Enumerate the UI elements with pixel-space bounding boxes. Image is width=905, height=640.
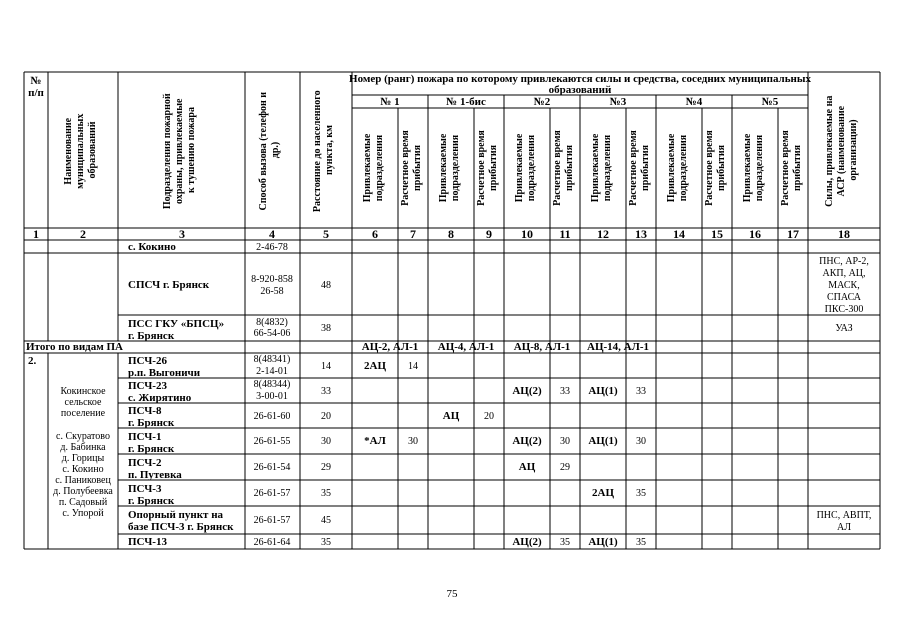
column-number-6: 6 (372, 227, 378, 241)
page-number: 75 (446, 588, 458, 600)
psch1-rank3-units: АЦ(1) (588, 435, 618, 447)
sub-header-line-2: подразделения (450, 134, 461, 202)
psch1-rank2-time: 30 (560, 436, 570, 447)
psch23-unit-2: с. Жирятино (128, 392, 192, 404)
column-number-7: 7 (410, 227, 416, 241)
spsch-asr-1: ПНС, АР-2, (819, 256, 869, 267)
col5-header-line2: пункта, км (324, 125, 335, 175)
psch8-unit-2: г. Брянск (128, 417, 175, 429)
sub-header-line-1: Привлекаемые (590, 133, 601, 203)
col18-header-line2: АСР (наименование (836, 105, 847, 197)
col4-header-line1: Способ вызова (телефон и (258, 91, 269, 211)
psch2-rank2-time: 29 (560, 462, 570, 473)
sub-header-line-1: Расчетное время (552, 130, 563, 206)
column-number-3: 3 (179, 227, 185, 241)
psch1-unit-1: ПСЧ-1 (128, 431, 162, 443)
rank-1bis-label: № 1-бис (446, 96, 486, 108)
psch26-phone-1: 8(48341) (253, 354, 291, 365)
psch2-phone: 26-61-54 (253, 462, 291, 473)
sub-header-line-1: Привлекаемые (514, 133, 525, 203)
pss-asr: УАЗ (835, 323, 853, 334)
sub-header-units-5 (742, 133, 765, 202)
psch3-unit-1: ПСЧ-3 (128, 483, 162, 495)
pss-unit-2: г. Брянск (128, 330, 175, 342)
sub-header-line-2: прибытия (716, 145, 727, 191)
psch23-rank3-time: 33 (636, 386, 646, 397)
psch13-rank2-time: 35 (560, 537, 570, 548)
column-number-2: 2 (80, 227, 86, 241)
sub-header-line-1: Привлекаемые (438, 133, 449, 203)
psch26-rank1-units: 2АЦ (364, 360, 386, 372)
column-number-17: 17 (787, 227, 799, 241)
block2-name-line-2: сельское (64, 397, 102, 408)
psch1-rank1-time: 30 (408, 436, 418, 447)
column-number-13: 13 (635, 227, 647, 241)
psch2-unit-2: п. Путевка (128, 469, 182, 481)
svg-text:Расстояние до населенного (312, 88, 335, 212)
col2-header-line1: Наименование (63, 117, 74, 185)
sub-header-line-1: Расчетное время (476, 130, 487, 206)
col4-header-line2: др.) (270, 141, 281, 159)
psch13-distance: 35 (321, 537, 331, 548)
total-rank1bis: АЦ-4, АЛ-1 (437, 341, 495, 353)
sub-header-line-1: Расчетное время (628, 130, 639, 206)
spsch-asr-2: АКП, АЦ, (822, 268, 866, 279)
psch26-distance: 14 (321, 361, 331, 372)
block2-name-line-11: п. Садовый (58, 497, 108, 508)
psch23-rank2-time: 33 (560, 386, 570, 397)
sub-header-line-2: подразделения (526, 134, 537, 202)
column-number-16: 16 (749, 227, 761, 241)
kokino-unit: с. Кокино (128, 241, 176, 253)
psch3-rank3-units: 2АЦ (592, 487, 614, 499)
block2-name-line-8: с. Кокино (62, 464, 104, 475)
column-number-8: 8 (448, 227, 454, 241)
op-asr-2: АЛ (836, 522, 852, 533)
block2-name-line-6: д. Бабинка (60, 442, 106, 453)
psch3-rank3-time: 35 (636, 488, 646, 499)
sub-header-time-3 (628, 130, 651, 206)
spsch-unit: СПСЧ г. Брянск (128, 279, 210, 291)
op-phone: 26-61-57 (253, 515, 291, 526)
col2-header-line3: образований (87, 121, 98, 179)
col1-header-line2: п/п (28, 87, 44, 99)
block2-name-line-3: поселение (60, 408, 106, 419)
sub-header-line-1: Привлекаемые (666, 133, 677, 203)
column-number-1: 1 (33, 227, 39, 241)
psch23-distance: 33 (321, 386, 331, 397)
col3-header-line1: Подразделения пожарной (162, 93, 173, 210)
rank-5-label: №5 (761, 96, 779, 108)
pss-phone-2: 66-54-06 (253, 328, 291, 339)
psch1-rank1-units: *АЛ (364, 435, 386, 447)
pss-distance: 38 (321, 323, 331, 334)
psch23-unit-1: ПСЧ-23 (128, 380, 167, 392)
group-title-line2: образований (548, 84, 612, 96)
sub-header-line-2: прибытия (412, 145, 423, 191)
psch13-phone: 26-61-64 (253, 537, 291, 548)
total-rank3: АЦ-14, АЛ-1 (587, 341, 649, 353)
psch13-rank3-time: 35 (636, 537, 646, 548)
group-title-line1: Номер (ранг) пожара по которому привлекаются силы и средства, соседних муниципальных (349, 73, 811, 85)
pss-phone-1: 8(4832) (256, 317, 288, 328)
column-number-10: 10 (521, 227, 533, 241)
psch23-phone-2: 3-00-01 (256, 391, 288, 402)
psch13-unit: ПСЧ-13 (128, 536, 167, 548)
kokino-phone: 2-46-78 (256, 242, 288, 253)
table-body (26, 241, 871, 548)
sub-header-line-2: подразделения (602, 134, 613, 202)
psch2-unit-1: ПСЧ-2 (128, 457, 162, 469)
psch3-unit-2: г. Брянск (128, 495, 175, 507)
sub-header-units-3 (590, 133, 613, 202)
psch23-rank2-units: АЦ(2) (512, 385, 542, 397)
column-number-15: 15 (711, 227, 723, 241)
rank-4-label: №4 (685, 96, 703, 108)
sub-header-time-0 (400, 130, 423, 206)
table-header (28, 73, 859, 241)
psch23-rank3-units: АЦ(1) (588, 385, 618, 397)
sub-header-units-1 (438, 133, 461, 202)
psch1-distance: 30 (321, 436, 331, 447)
spsch-asr-3: МАСК, (828, 280, 860, 291)
rank-2-label: №2 (533, 96, 551, 108)
psch26-phone-2: 2-14-01 (256, 366, 288, 377)
col2-header-line2: муниципальных (75, 113, 86, 189)
sub-header-line-2: подразделения (374, 134, 385, 202)
psch23-phone-1: 8(48344) (253, 379, 291, 390)
op-unit-2: базе ПСЧ-3 г. Брянск (128, 521, 234, 533)
psch8-distance: 20 (321, 411, 331, 422)
psch3-distance: 35 (321, 488, 331, 499)
col5-header-line1: Расстояние до населенного (312, 90, 323, 213)
psch26-rank1-time: 14 (408, 361, 418, 372)
sub-header-time-4 (704, 130, 727, 206)
psch13-rank2-units: АЦ(2) (512, 536, 542, 548)
svg-text:Способ вызова (телефон и (258, 89, 281, 210)
psch8-unit-1: ПСЧ-8 (128, 405, 162, 417)
psch1-rank2-units: АЦ(2) (512, 435, 542, 447)
op-asr-1: ПНС, АВПТ, (816, 510, 872, 521)
op-distance: 45 (321, 515, 331, 526)
block2-name-line-12: с. Упорой (62, 508, 104, 519)
sub-header-line-1: Расчетное время (400, 130, 411, 206)
sub-header-line-1: Расчетное время (704, 130, 715, 206)
svg-text:Подразделения пожарной о (162, 91, 197, 209)
psch3-phone: 26-61-57 (253, 488, 291, 499)
column-number-11: 11 (559, 227, 571, 241)
psch26-unit-2: р.п. Выгоничи (128, 367, 201, 379)
col3-header-line2: охраны, привлекаемые (174, 98, 185, 204)
sub-header-units-2 (514, 133, 537, 202)
column-number-12: 12 (597, 227, 609, 241)
spsch-asr-4: СПАСА (826, 292, 862, 303)
rank-3-label: №3 (609, 96, 627, 108)
sub-header-time-1 (476, 130, 499, 206)
psch2-distance: 29 (321, 462, 331, 473)
op-unit-1: Опорный пункт на (128, 509, 224, 521)
block2-name-line-9: с. Паниковец (55, 475, 111, 486)
sub-header-line-1: Расчетное время (780, 130, 791, 206)
column-number-4: 4 (269, 227, 275, 241)
col1-header-line1: № (30, 75, 42, 87)
sub-header-time-2 (552, 130, 575, 206)
psch1-rank3-time: 30 (636, 436, 646, 447)
total-rank1: АЦ-2, АЛ-1 (361, 341, 419, 353)
sub-header-line-1: Привлекаемые (362, 133, 373, 203)
block2-name-line-5: с. Скуратово (56, 431, 110, 442)
sub-header-units-4 (666, 133, 689, 202)
sub-header-line-2: прибытия (640, 145, 651, 191)
total-rank2: АЦ-8, АЛ-1 (513, 341, 571, 353)
col18-header-line1: Силы, привлекаемые на (824, 95, 835, 207)
column-number-5: 5 (323, 227, 329, 241)
sub-header-line-2: прибытия (564, 145, 575, 191)
rank-1-label: № 1 (380, 96, 400, 108)
col3-header-line3: к тушению пожара (186, 107, 197, 193)
spsch-asr-5: ПКС-300 (824, 304, 864, 315)
spsch-phone-2: 26-58 (260, 286, 284, 297)
spsch-distance: 48 (321, 280, 331, 291)
sub-header-line-2: прибытия (488, 145, 499, 191)
svg-text:Наименование муниципальн (63, 111, 98, 189)
psch13-rank3-units: АЦ(1) (588, 536, 618, 548)
pss-unit-1: ПСС ГКУ «БПСЦ» (128, 318, 225, 330)
total-label: Итого по видам ПА (26, 341, 123, 353)
block2-name-line-1: Кокинское (60, 386, 106, 397)
column-number-9: 9 (486, 227, 492, 241)
block2-name-line-10: д. Полубеевка (53, 486, 113, 497)
sub-header-units-0 (362, 133, 385, 202)
spsch-phone-1: 8-920-858 (251, 274, 293, 285)
psch8-rank1bis-time: 20 (484, 411, 494, 422)
psch8-phone: 26-61-60 (253, 411, 291, 422)
block2-name-line-7: д. Горицы (61, 453, 105, 464)
block2-number: 2. (28, 355, 37, 367)
psch1-unit-2: г. Брянск (128, 443, 175, 455)
sub-header-line-2: прибытия (792, 145, 803, 191)
sub-header-time-5 (780, 130, 803, 206)
psch26-unit-1: ПСЧ-26 (128, 355, 167, 367)
sub-header-line-2: подразделения (754, 134, 765, 202)
sub-header-line-2: подразделения (678, 134, 689, 202)
psch2-rank2-units: АЦ (518, 461, 536, 473)
col18-header-line3: организации) (848, 119, 859, 181)
column-number-18: 18 (838, 227, 850, 241)
column-number-14: 14 (673, 227, 685, 241)
psch1-phone: 26-61-55 (253, 436, 291, 447)
psch8-rank1bis-units: АЦ (442, 410, 460, 422)
sub-header-line-1: Привлекаемые (742, 133, 753, 203)
svg-text:Силы, привлекаемые на АС (824, 93, 859, 207)
